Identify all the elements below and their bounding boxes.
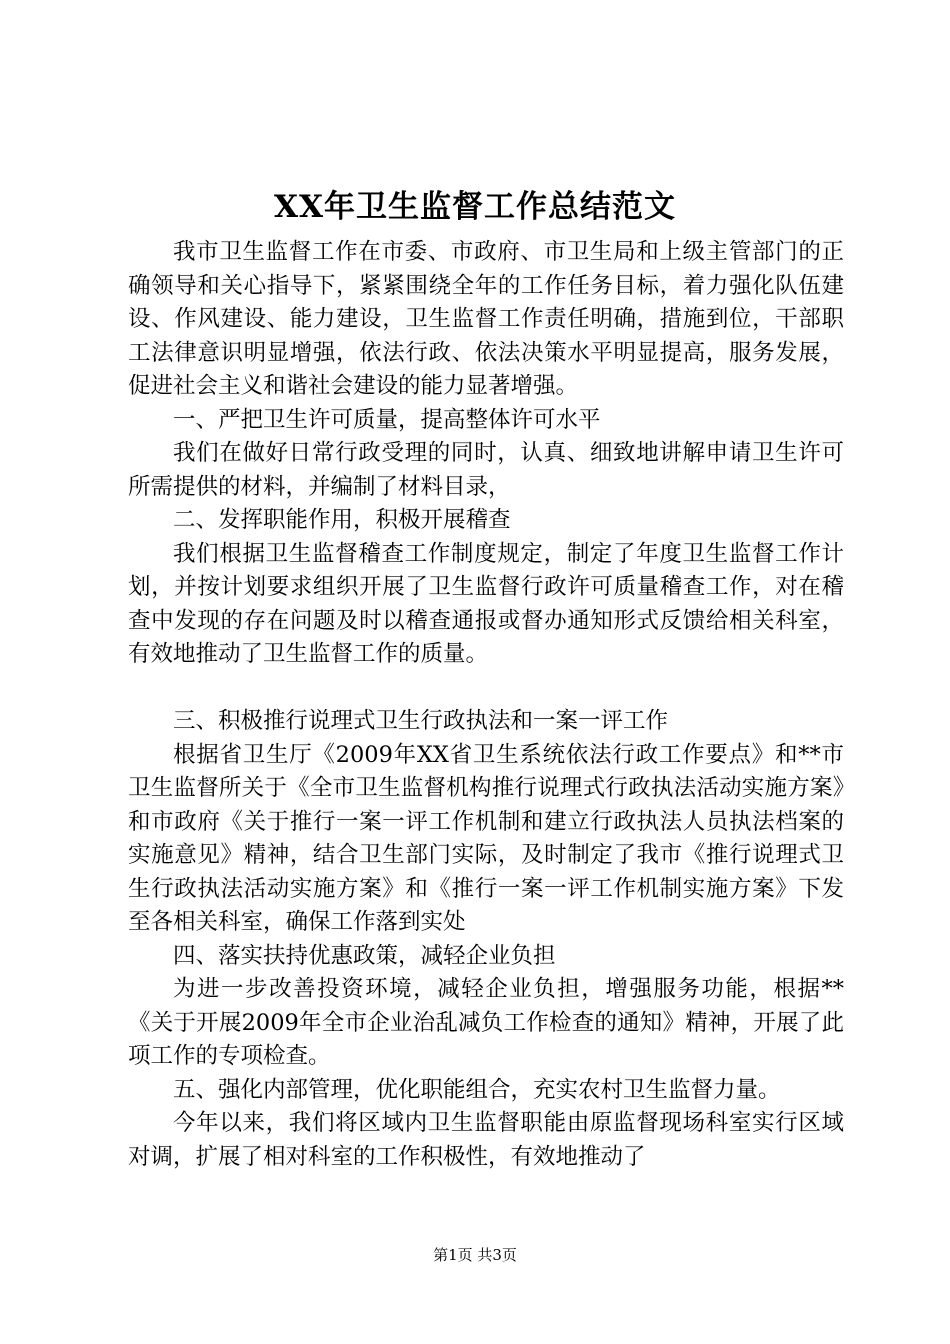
section-paragraph-3: 根据省卫生厅《2009年XX省卫生系统依法行政工作要点》和**市卫生监督所关于《全市卫生监督机构推行说理式行政执法活动实施方案》和市政府《关于推行一案一评工作机制和建立行政执法人员执法档案的实施意见》精神，结合卫生部门实际，及时制定了我市《推行说理式卫生行政执法活动实施方案》和《推行一案一评工作机制实施方案》下发至各相关科室，确保工作落到实处	[128, 741, 844, 935]
section-paragraph-2: 我们根据卫生监督稽查工作制度规定，制定了年度卫生监督工作计划，并按计划要求组织开展了卫生监督行政许可质量稽查工作，对在稽查中发现的存在问题及时以稽查通报或督办通知形式反馈给相关科室，有效地推动了卫生监督工作的质量。	[128, 540, 844, 667]
document-title: XX年卫生监督工作总结范文	[273, 189, 677, 225]
section-heading-5: 五、强化内部管理，优化职能组合，充实农村卫生监督力量。	[173, 1076, 781, 1103]
section-heading-1: 一、严把卫生许可质量，提高整体许可水平	[173, 406, 601, 433]
section-paragraph-4: 为进一步改善投资环境，减轻企业负担，增强服务功能，根据**《关于开展2009年全市企业治乱减负工作检查的通知》精神，开展了此项工作的专项检查。	[128, 976, 844, 1069]
section-paragraph-1: 我们在做好日常行政受理的同时，认真、细致地讲解申请卫生许可所需提供的材料，并编制了材料目录，	[128, 440, 844, 500]
section-heading-3: 三、积极推行说理式卫生行政执法和一案一评工作	[173, 708, 669, 734]
section-paragraph-5: 今年以来，我们将区域内卫生监督职能由原监督现场科室实行区域对调，扩展了相对科室的工作积极性，有效地推动了	[128, 1110, 844, 1170]
page-number-footer: 第1页 共3页	[433, 1246, 517, 1264]
section-heading-4: 四、落实扶持优惠政策，减轻企业负担	[173, 942, 556, 969]
section-heading-2: 二、发挥职能作用，积极开展稽查	[173, 507, 511, 533]
intro-paragraph: 我市卫生监督工作在市委、市政府、市卫生局和上级主管部门的正确领导和关心指导下，紧紧围绕全年的工作任务目标，着力强化队伍建设、作风建设、能力建设，卫生监督工作责任明确，措施到位，干部职工法律意识明显增强，依法行政、依法决策水平明显提高，服务发展，促进社会主义和谐社会建设的能力显著增强。	[128, 239, 844, 399]
paragraph-spacer	[128, 672, 844, 706]
document-body	[128, 236, 844, 1174]
